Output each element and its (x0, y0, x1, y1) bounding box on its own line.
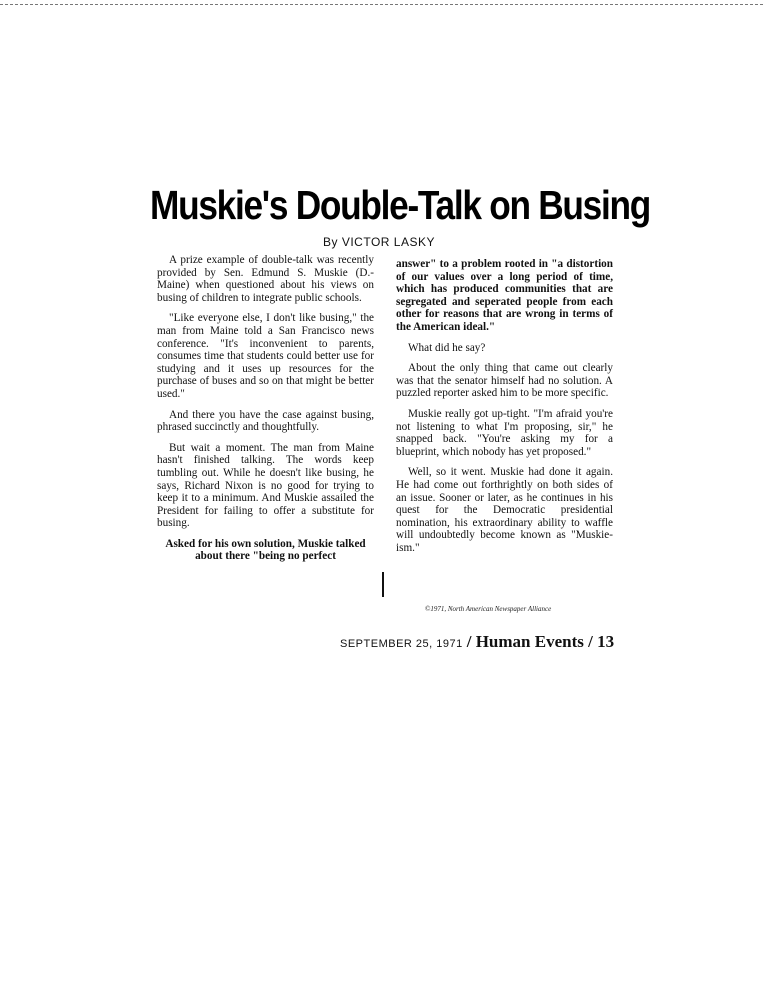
paragraph: But wait a moment. The man from Maine hasn't finished talking. The words keep tumbling out. While he doesn't like busing, he says, Richard Nixon is no good for trying to keep it to a minimum. And Muskie assailed the President for failing to offer a substitute for busing. (157, 441, 374, 530)
paragraph: "Like everyone else, I don't like busing," the man from Maine told a San Francisco news conference. "It's inconvenient to parents, consumes time that students could better use for studying and it uses up resources for the purchase of buses and so on that might be better used." (157, 312, 374, 400)
paragraph: answer" to a problem rooted in "a distortion of our values over a long period of time, which has produced communities that are segregated and seperated people from each other for reasons that are wrong in terms of the American ideal." (396, 258, 613, 333)
byline: By VICTOR LASKY (323, 235, 435, 249)
scan-edge-line (0, 4, 763, 5)
column-margin-mark (382, 572, 384, 597)
copyright-notice: ©1971, North American Newspaper Alliance (425, 605, 552, 613)
article-column-2 (396, 258, 613, 562)
footer-publication: / Human Events / 13 (466, 632, 615, 651)
paragraph: A prize example of double-talk was recently provided by Sen. Edmund S. Muskie (D.-Maine) when questioned about his views on busing of children to integrate public schools. (157, 254, 374, 304)
paragraph: What did he say? (408, 341, 486, 354)
paragraph: And there you have the case against busing, phrased succinctly and thoughtfully. (157, 408, 374, 434)
headline: Muskie's Double-Talk on Busing (150, 182, 650, 228)
paragraph: Asked for his own solution, Muskie talked about there "being no perfect (165, 537, 366, 563)
article-column-1 (157, 254, 374, 571)
paragraph: Muskie really got up-tight. "I'm afraid you're not listening to what I'm proposing, sir," he snapped back. "You're asking my for a blueprint, which nobody has yet proposed." (396, 407, 613, 458)
paragraph: Well, so it went. Muskie had done it again. He had come out forthrightly on both sides of an issue. Sooner or later, as he continues in his quest for the Democratic presidential nomination, his extraordinary ability to waffle will undoubtedly become known as "Muskie-ism." (396, 466, 613, 554)
paragraph: About the only thing that came out clearly was that the senator himself had no solution. A puzzled reporter asked him to be more specific. (396, 362, 613, 400)
page-footer (340, 632, 614, 652)
footer-date: SEPTEMBER 25, 1971 (340, 638, 463, 650)
